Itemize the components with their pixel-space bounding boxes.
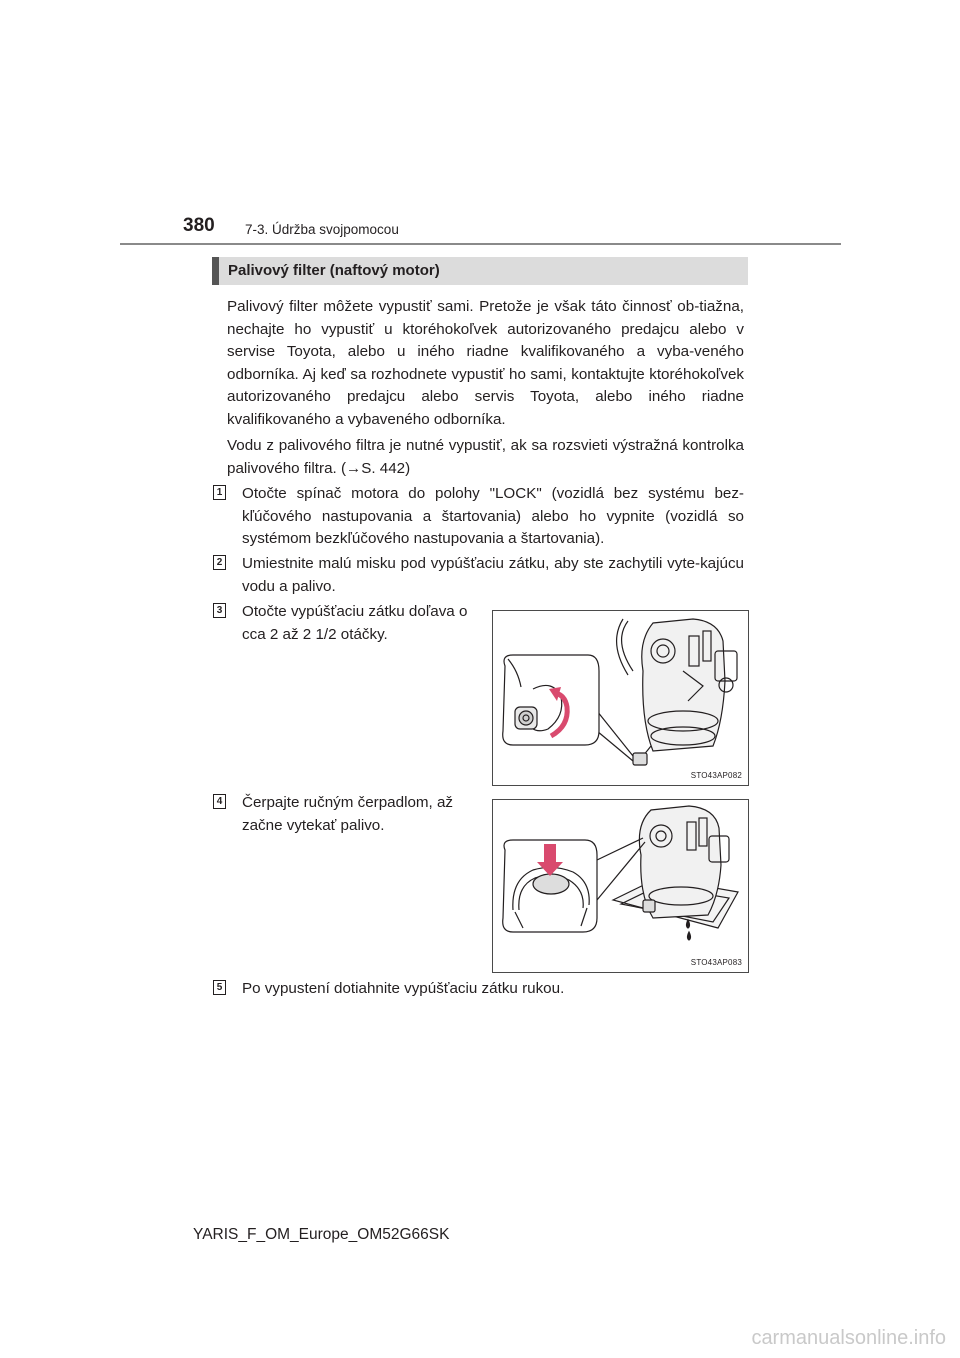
step-number-4: 4 xyxy=(213,794,226,809)
warning-paragraph: Vodu z palivového filtra je nutné vypustiť, ak sa rozsvieti výstražná kontrolka palivového filtra. (→S. 442) xyxy=(227,437,744,477)
fuel-filter-drain-plug-illustration xyxy=(493,611,748,785)
step-number-2: 2 xyxy=(213,555,226,570)
fuel-filter-hand-pump-illustration xyxy=(493,800,748,972)
header-divider xyxy=(120,243,841,245)
step-text-5: Po vypustení dotiahnite vypúšťaciu zátku rukou. xyxy=(242,980,565,997)
page-number: 380 xyxy=(183,215,215,236)
intro-paragraph: Palivový filter môžete vypustiť sami. Pretože je však táto činnosť ob-tiažna, nechajte ho vypustiť u ktoréhokoľvek autorizovaného predajcu alebo v servise Toyota, alebo u iného riadne kvalifikovaného a vyba-veného odborníka. Aj keď sa rozhodnete vypustiť ho sami, kontaktujte ktoréhokoľvek autorizovaného predajcu alebo servis Toyota, alebo iného riadne kvalifikovaného a vybaveného odborníka. xyxy=(227,298,744,428)
section-title: 7-3. Údržba svojpomocou xyxy=(245,222,399,237)
step-number-3: 3 xyxy=(213,603,226,618)
step-text-4: Čerpajte ručným čerpadlom, až začne vytekať palivo. xyxy=(242,794,454,834)
watermark-text: carmanualsonline.info xyxy=(751,1327,946,1349)
figure-hand-pump xyxy=(492,799,749,973)
step-number-5: 5 xyxy=(213,980,226,995)
figure-drain-plug xyxy=(492,610,749,786)
section-heading: Palivový filter (naftový motor) xyxy=(212,257,748,285)
figure-code-2: STO43AP083 xyxy=(690,958,742,967)
document-footer: YARIS_F_OM_Europe_OM52G66SK xyxy=(193,1226,450,1243)
step-text-3: Otočte vypúšťaciu zátku doľava o cca 2 až 2 1/2 otáčky. xyxy=(242,603,468,643)
figure-code-1: STO43AP082 xyxy=(690,771,742,780)
step-text-2: Umiestnite malú misku pod vypúšťaciu zátku, aby ste zachytili vyte-kajúcu vodu a palivo. xyxy=(242,555,744,595)
step-number-1: 1 xyxy=(213,485,226,500)
step-text-1: Otočte spínač motora do polohy "LOCK" (vozidlá bez systému bez-kľúčového nastupovania a štartovania) alebo ho vypnite (vozidlá so systémom bezkľúčového nastupovania a štartovania). xyxy=(242,485,744,548)
